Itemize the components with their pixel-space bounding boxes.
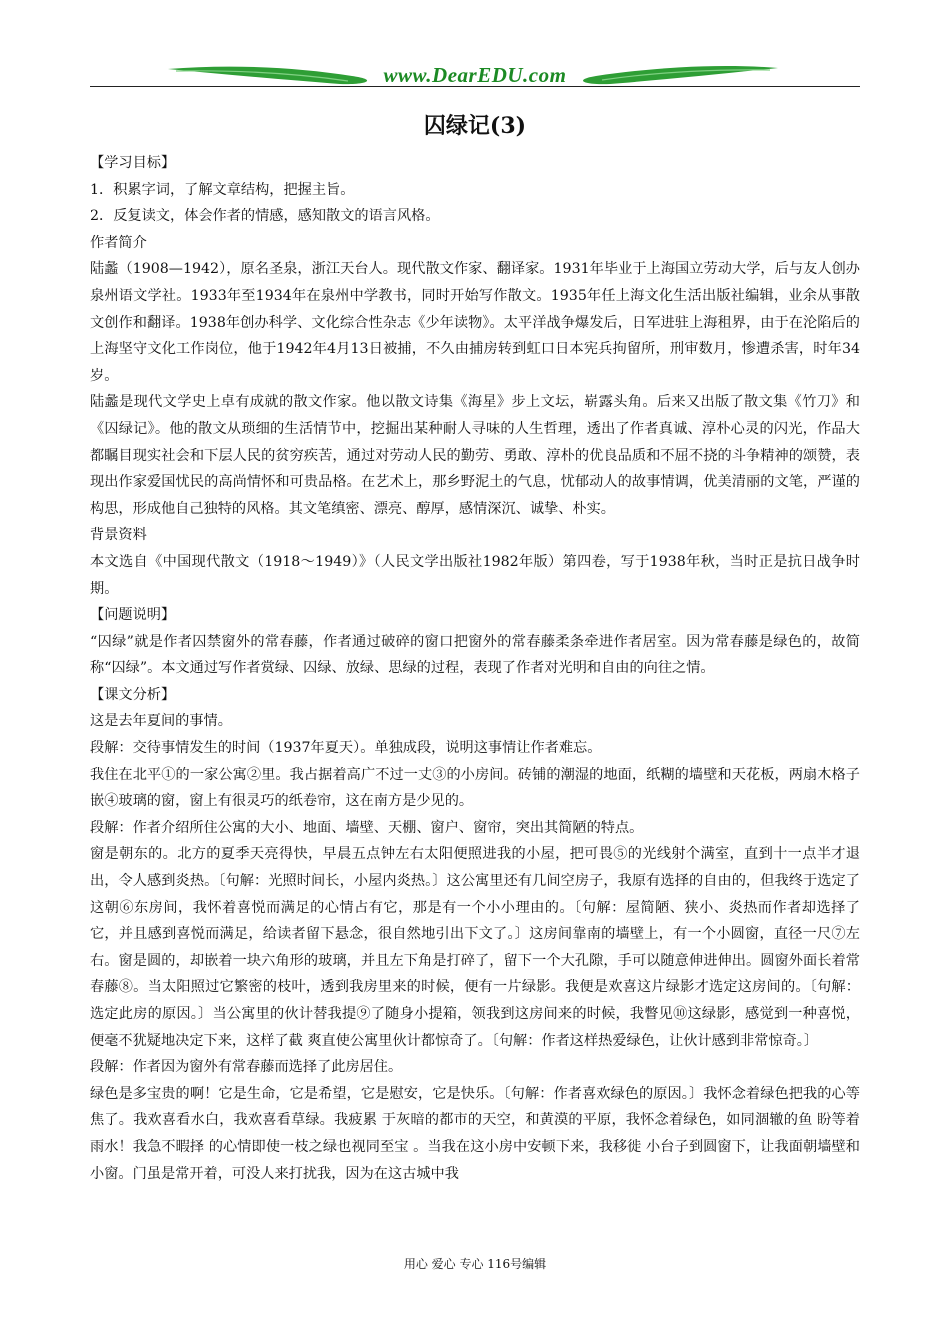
body-paragraph: 绿色是多宝贵的啊！它是生命，它是希望，它是慰安，它是快乐。〔句解：作者喜欢绿色的原因。〕我怀念着绿色把我的心等焦了。我欢喜看水白，我欢喜看草绿。我疲累 于灰暗的都市的天空，和黄漠的平原，我怀念着绿色，如同涸辙的鱼 盼等着雨水！我急不暇择 的心情即使一枝之绿也视同至宝 。当我在这小房中安顿下来，我移徙 小台子到圆窗下，让我面朝墙壁和小窗。门虽是常开着，可没人来打扰我，因为在这古城中我 (90, 1085, 860, 1182)
body-paragraph: “囚绿”就是作者囚禁窗外的常春藤，作者通过破碎的窗口把窗外的常春藤柔条牵进作者居室。因为常春藤是绿色的，故简称“囚绿”。本文通过写作者赏绿、囚绿、放绿、思绿的过程，表现了作者对光明和自由的向往之情。 (90, 633, 860, 677)
paragraph-note: 段解：作者因为窗外有常春藤而选择了此房居住。 (90, 1059, 403, 1076)
page-header (90, 58, 860, 92)
body-paragraph: 陆蠡是现代文学史上卓有成就的散文作家。他以散文诗集《海星》步上文坛，崭露头角。后来又出版了散文集《竹刀》和《囚绿记》。他的散文从琐细的生活情节中，挖掘出某种耐人寻味的人生哲理，透出了作者真诚、淳朴心灵的闪光，作品大都瞩目现实社会和下层人民的贫穷疾苦，通过对劳动人民的勤劳、勇敢、淳朴的优良品质和不屈不挠的斗争精神的颂赞，表现出作家爱国忧民的高尚情怀和可贵品格。在艺术上，那乡野泥土的气息，忧郁动人的故事情调，优美清丽的文笔，严谨的构思，形成他自己独特的风格。其文笔缜密、漂亮、醇厚，感情深沉、诚挚、朴实。 (90, 394, 860, 517)
goal-item: 2．反复读文，体会作者的情感，感知散文的语言风格。 (90, 208, 440, 225)
site-logo-text: www.DearEDU.com (383, 63, 567, 87)
section-heading-title-explanation: 【问题说明】 (90, 607, 176, 624)
body-paragraph: 我住在北平①的一家公寓②里。我占据着高广不过一丈③的小房间。砖铺的潮湿的地面，纸糊的墙壁和天花板，两扇木格子嵌④玻璃的窗，窗上有很灵巧的纸卷帘，这在南方是少见的。 (90, 766, 860, 810)
body-paragraph: 陆蠡（1908—1942），原名圣泉，浙江天台人。现代散文作家、翻译家。1931年毕业于上海国立劳动大学，后与友人创办泉州语文学社。1933年至1934年在泉州中学教书，同时开始写作散文。1935年任上海文化生活出版社编辑，业余从事散文创作和翻译。1938年创办科学、文化综合性杂志《少年读物》。太平洋战争爆发后，日军进驻上海租界，由于在沦陷后的上海坚守文化工作岗位，他于1942年4月13日被捕，不久由捕房转到虹口日本宪兵拘留所，刑审数月，惨遭杀害，时年34岁。 (90, 261, 860, 384)
document-body (90, 150, 860, 1187)
page-footer: 用心 爱心 专心 116号编辑 (403, 1257, 547, 1271)
goal-item: 1．积累字词，了解文章结构，把握主旨。 (90, 181, 355, 198)
page-title: 囚绿记(3) (423, 113, 527, 139)
header-divider (90, 86, 860, 87)
paragraph-note: 段解：交待事情发生的时间（1937年夏天）。单独成段，说明这事情让作者难忘。 (90, 740, 602, 757)
section-heading-author-intro: 作者简介 (90, 234, 147, 251)
section-heading-learning-goals: 【学习目标】 (90, 155, 176, 171)
section-heading-background: 背景资料 (90, 527, 147, 544)
body-paragraph: 窗是朝东的。北方的夏季天亮得快，早晨五点钟左右太阳便照进我的小屋，把可畏⑤的光线射个满室，直到十一点半才退出，令人感到炎热。〔句解：光照时间长，小屋内炎热。〕这公寓里还有几间空房子，我原有选择的自由的，但我终于选定了这朝⑥东房间，我怀着喜悦而满足的心情占有它，那是有一个小小理由的。〔句解：屋简陋、狭小、炎热而作者却选择了它，并且感到喜悦而满足，给读者留下悬念，很自然地引出下文了。〕这房间靠南的墙壁上，有一个小圆窗，直径一尺⑦左右。窗是圆的，却嵌着一块六角形的玻璃，并且左下角是打碎了，留下一个大孔隙，手可以随意伸进伸出。圆窗外面长着常春藤⑧。当太阳照过它繁密的枝叶，透到我房里来的时候，便有一片绿影。我便是欢喜这片绿影才选定这房间的。〔句解：选定此房的原因。〕当公寓里的伙计替我提⑨了随身小提箱，领我到这房间来的时候，我瞥见⑩这绿影，感觉到一种喜悦，便毫不犹疑地决定下来，这样了截 爽直使公寓里伙计都惊奇了。〔句解：作者这样热爱绿色，让伙计感到非常惊奇。〕 (90, 846, 860, 1049)
body-paragraph: 本文选自《中国现代散文（1918～1949）》（人民文学出版社1982年版）第四卷，写于1938年秋，当时正是抗日战争时期。 (90, 553, 860, 597)
body-paragraph: 这是去年夏间的事情。 (90, 713, 232, 730)
paragraph-note: 段解：作者介绍所住公寓的大小、地面、墙壁、天棚、窗户、窗帘，突出其简陋的特点。 (90, 819, 644, 836)
section-heading-text-analysis: 【课文分析】 (90, 686, 176, 703)
